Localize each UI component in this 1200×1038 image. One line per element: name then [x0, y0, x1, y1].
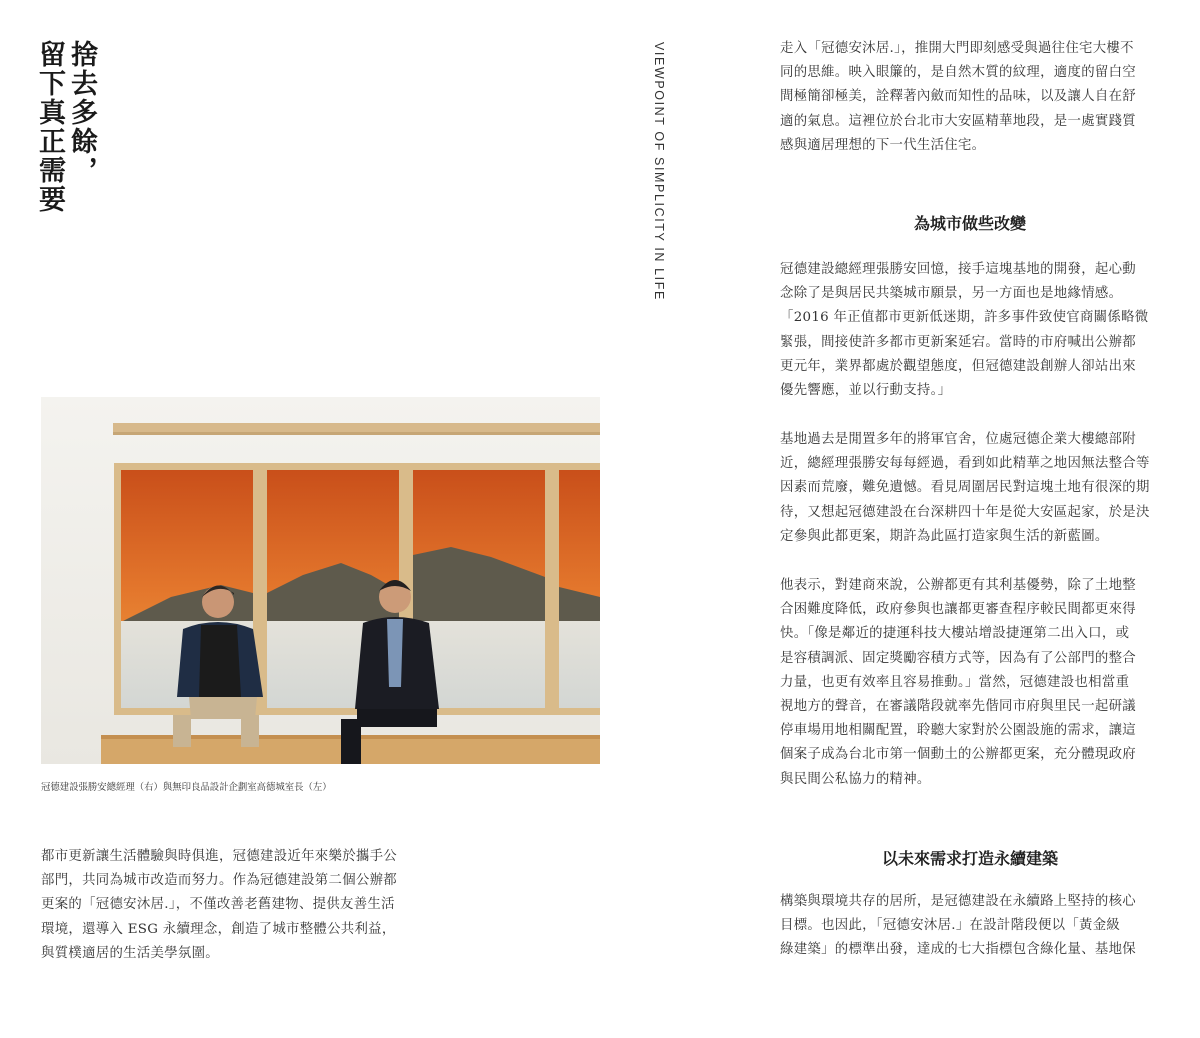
paragraph-line: 綠建築」的標準出發，達成的七大指標包含綠化量、基地保 [780, 942, 1136, 958]
paragraph-line: 感與適居理想的下一代生活住宅。 [780, 137, 986, 153]
paragraph-line: 因素而荒廢，難免遺憾。看見周圍居民對這塊土地有很深的期 [780, 480, 1150, 496]
paragraph-line: 環境，還導入 ESG 永續理念，創造了城市整體公共利益， [41, 921, 396, 937]
paragraph-line: 冠德建設總經理張勝安回憶，接手這塊基地的開發，起心動 [780, 262, 1136, 277]
paragraph-line: 優先響應，並以行動支持。」 [780, 383, 952, 399]
paragraph-line: 合困難度降低，政府參與也讓都更審查程序較民間都更來得 [780, 602, 1136, 618]
paragraph-line: 視地方的聲音，在審議階段就率先偕同市府與里民一起研議 [780, 699, 1136, 715]
paragraph-line: 基地過去是閒置多年的將軍官舍，位處冠德企業大樓總部附 [780, 432, 1136, 447]
section-side-label: VIEWPOINT OF SIMPLICITY IN LIFE [652, 42, 666, 301]
paragraph-line: 念除了是與居民共築城市願景，另一方面也是地緣情感。 [780, 286, 1123, 302]
paragraph-line: 「2016 年正值都市更新低迷期，許多事件致使官商關係略微 [780, 310, 1149, 326]
paragraph-line: 緊張，間接使許多都市更新案延宕。當時的市府喊出公辦都 [780, 334, 1136, 350]
interview-photo [41, 397, 600, 764]
section-heading-sustainable: 以未來需求打造永續建築 [881, 849, 1058, 868]
paragraph-line: 個案子成為台北市第一個動土的公辦都更案，充分體現政府 [780, 747, 1136, 763]
paragraph-line: 他表示，對建商來說，公辦都更有其利基優勢，除了土地整 [780, 578, 1136, 593]
paragraph-line: 構築與環境共存的居所，是冠德建設在永續路上堅持的核心 [780, 894, 1136, 909]
paragraph-city-3 [780, 574, 1164, 792]
paragraph-line: 走入「冠德安沐居.」，推開大門即刻感受與過往住宅大樓不 [780, 41, 1134, 56]
paragraph-line: 定參與此都更案，期許為此區打造家與生活的新藍圖。 [780, 528, 1109, 544]
page-title-line-2: 留下真正需要 [34, 40, 65, 214]
page-title-line-1: 捨去多餘， [66, 40, 97, 185]
paragraph-line: 部門，共同為城市改造而努力。作為冠德建設第二個公辦都 [41, 873, 397, 889]
paragraph-line: 適的氣息。這裡位於台北市大安區精華地段，是一處實踐質 [780, 113, 1136, 129]
paragraph-line: 與民間公私協力的精神。 [780, 771, 931, 787]
left-paragraph [41, 845, 431, 966]
paragraph-line: 快。「像是鄰近的捷運科技大樓站增設捷運第二出入口，或 [780, 626, 1130, 642]
paragraph-line: 同的思維。映入眼簾的，是自然木質的紋理，適度的留白空 [780, 65, 1136, 81]
paragraph-line: 力量，也更有效率且容易推動。」當然，冠德建設也相當重 [780, 674, 1130, 690]
paragraph-line: 都市更新讓生活體驗與時俱進，冠德建設近年來樂於攜手公 [41, 849, 397, 864]
paragraph-sustainable [780, 890, 1164, 963]
paragraph-city-1 [780, 258, 1164, 403]
paragraph-line: 更元年，業界都處於觀望態度，但冠德建設創辦人卻站出來 [780, 358, 1136, 374]
paragraph-line: 是容積調派、固定獎勵容積方式等，因為有了公部門的整合 [780, 650, 1136, 666]
paragraph-line: 目標。也因此，「冠德安沐居.」在設計階段便以「黃金級 [780, 918, 1121, 934]
intro-paragraph [780, 37, 1164, 158]
paragraph-line: 停車場用地相關配置，聆聽大家對於公園設施的需求，讓這 [780, 723, 1136, 739]
paragraph-line: 近，總經理張勝安每每經過，看到如此精華之地因無法整合等 [780, 456, 1150, 472]
paragraph-line: 更案的「冠德安沐居.」，不僅改善老舊建物、提供友善生活 [41, 897, 395, 913]
paragraph-line: 與質樸適居的生活美學氛圍。 [41, 945, 219, 961]
paragraph-line: 間極簡卻極美，詮釋著內斂而知性的品味，以及讓人自在舒 [780, 89, 1136, 105]
section-heading-city: 為城市做些改變 [913, 214, 1026, 233]
paragraph-line: 待，又想起冠德建設在台深耕四十年是從大安區起家，於是決 [780, 504, 1150, 520]
photo-caption: 冠德建設張勝安總經理（右）與無印良品設計企劃室高德城室長（左） [41, 782, 332, 793]
paragraph-city-2 [780, 428, 1164, 549]
